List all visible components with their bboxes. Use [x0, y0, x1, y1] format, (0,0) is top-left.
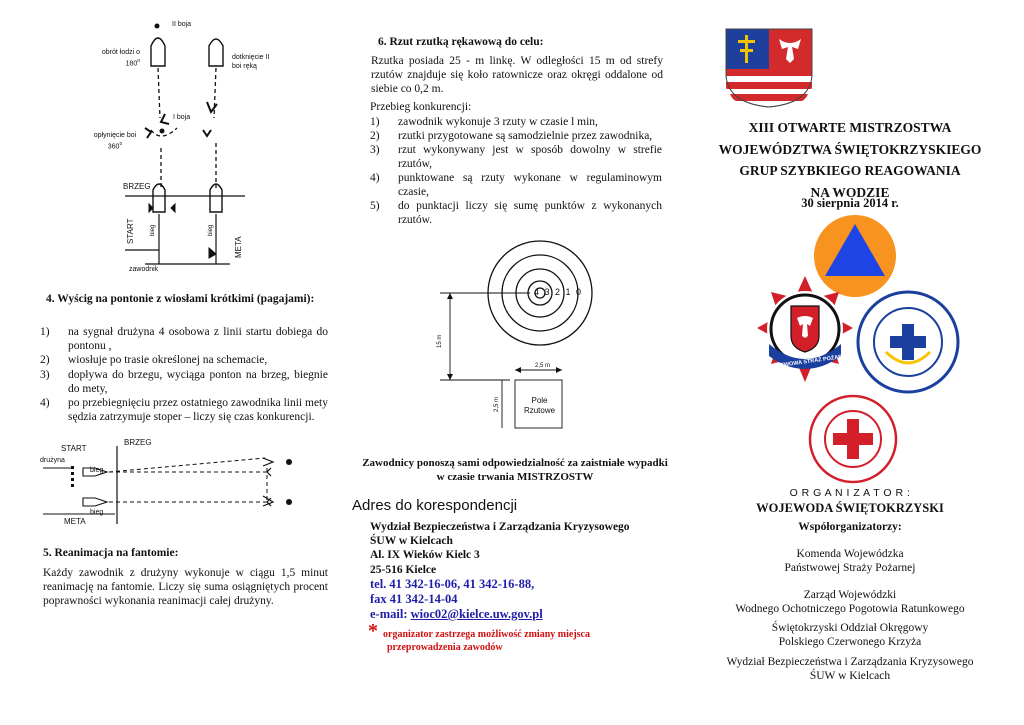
section5-text: Każdy zawodnik z drużyny wykonuje w ciągu 1,5 minut reanimację na fantomie. Liczy się suma osiągniętych procent poprawności wykonania reanimacji całej drużyny.	[43, 567, 328, 608]
email-label: e-mail:	[370, 607, 411, 621]
diagram1-run2-label: bieg	[208, 224, 214, 236]
diagram1-buoy2-label: II boja	[172, 21, 192, 28]
diagram1-run1-label: bieg	[150, 224, 156, 236]
diagram2-run1-label: bieg	[90, 467, 104, 474]
list-item: 2) wiosłuje po trasie określonej na schemacie,	[40, 354, 268, 367]
diagram1-buoy1-label: I boja	[173, 114, 191, 121]
diagram2-run2-label: bieg	[90, 509, 104, 516]
list-item: 3) dopływa do brzegu, wyciąga ponton na brzeg, biegnie do mety,	[40, 368, 328, 395]
coorg-1a: Komenda Wojewódzka	[796, 548, 904, 560]
psp-logo-text: PAŃSTWOWA STRAŻ POŻARNA	[765, 353, 851, 371]
coat-of-arms	[724, 27, 814, 109]
pck-logo	[808, 394, 898, 484]
target-dist25b-label: 2,5 m	[494, 396, 500, 412]
target-dist25a-label: 2,5 m	[535, 363, 551, 369]
address-line-2: ŚUW w Kielcach	[370, 535, 453, 548]
section4-list	[40, 325, 328, 424]
address-fax: fax 41 342-14-04	[370, 592, 458, 606]
coorg-4b: ŚUW w Kielcach	[809, 670, 891, 683]
address-heading: Adres do korespondencji	[352, 497, 518, 514]
address-note-1: organizator zastrzega możliwość zmiany miejsca	[383, 629, 590, 640]
section6-text: Rzutka posiada 25 - m linkę. W odległości 15 m od strefy rzutów znajduje się koło ratownicze oraz okręgi oddalone od siebie co 0,2 m.	[371, 55, 663, 96]
diagram1-circle-label: opłynięcie boi 360$^o$	[93, 132, 137, 151]
coorg-2a: Zarząd Wojewódzki	[803, 588, 897, 601]
boat-top-right	[209, 39, 223, 66]
event-title	[700, 117, 1000, 203]
address-line-1: Wydział Bezpieczeństwa i Zarządzania Kryzysowego	[370, 521, 630, 533]
list-item: 2) rzutki przygotowane są samodzielnie przez zawodnika,	[370, 130, 653, 142]
email-link[interactable]: wioc02@kielce.uw.gov.pl	[410, 607, 543, 621]
boat-bottom-left	[153, 184, 165, 212]
disclaimer: Zawodnicy ponoszą sami odpowiedzialność za zaistniałe wypadki w czasie trwania MISTRZOSTW	[362, 457, 668, 483]
title-line-3: GRUP SZYBKIEGO REAGOWANIA	[739, 163, 961, 178]
coorg-2b: Wodnego Ochotniczego Pogotowia Ratunkowego	[735, 602, 965, 615]
diagram2-finish-label: META	[64, 517, 86, 526]
diagram2-shore-label: BRZEG	[124, 438, 152, 447]
coorg-3a: Świętokrzyski Oddział Okręgowy	[771, 622, 929, 635]
buoy-1-marker	[160, 129, 165, 134]
coorg-3b: Polskiego Czerwonego Krzyża	[778, 636, 922, 649]
address-email-row	[370, 607, 543, 622]
address-line-3: Al. IX Wieków Kielc 3	[370, 549, 480, 562]
boat-top-left	[151, 38, 165, 66]
list-item: 3) rzut wykonywany jest w sposób dowolny w strefie rzutów,	[370, 144, 662, 170]
section6-list	[370, 115, 662, 227]
diagram1-competitor-label: zawodnik	[129, 266, 159, 273]
list-item: 4) punktowane są rzuty wykonane w regulaminowym czasie,	[370, 172, 662, 198]
address-block	[370, 520, 630, 577]
wopr-logo	[856, 290, 960, 394]
coorg-4a: Wydział Bezpieczeństwa i Zarządzania Kryzysowego	[726, 655, 974, 668]
address-star: *	[368, 620, 378, 642]
address-note	[383, 628, 590, 654]
field-label-2: Rzutowe	[523, 406, 556, 415]
coorganizers-list	[700, 547, 1000, 683]
address-contact	[370, 577, 543, 622]
target-dist15-label: 15 m	[437, 334, 443, 348]
target-rings-label: 4 3 2 1 0	[534, 287, 583, 297]
diagram1-start-label: START	[126, 218, 135, 244]
organizer-label: O R G A N I Z A T O R :	[789, 487, 911, 499]
list-item: 1) zawodnik wykonuje 3 rzuty w czasie l min,	[370, 116, 598, 128]
list-item: 4) po przebiegnięciu przez ostatniego zawodnika linii mety sędzia zatrzymuje stoper – liczy się czas konkurencji.	[40, 397, 328, 424]
diagram2-start-label: START	[61, 444, 87, 453]
list-item: 1) na sygnał drużyna 4 osobowa z linii startu dobiega do pontonu ,	[40, 326, 328, 353]
boat-bottom-right	[210, 184, 222, 212]
section6-course-label: Przebieg konkurencji:	[370, 101, 472, 113]
coorganizers-label: Współorganizatorzy:	[798, 521, 902, 533]
section6-title: 6. Rzut rzutką rękawową do celu:	[378, 36, 544, 48]
diagram2-team-label: drużyna	[40, 457, 65, 464]
diagram1-touch-label: dotknięcie II boi ręką	[232, 54, 270, 70]
field-label-1: Pole	[531, 396, 548, 405]
organizer-name: WOJEWODA ŚWIĘTOKRZYSKI	[756, 501, 944, 515]
diagram1-finish-label: META	[234, 236, 243, 258]
event-date: 30 sierpnia 2014 r.	[801, 196, 899, 210]
address-tel: tel. 41 342-16-06, 41 342-16-88,	[370, 577, 535, 591]
section5-title: 5. Reanimacja na fantomie:	[43, 547, 179, 559]
diagram1-shore-label: BRZEG	[123, 182, 151, 191]
address-line-4: 25-516 Kielce	[370, 563, 437, 576]
diagram1-turn-label: obrót łodzi o 180$^o$	[101, 49, 140, 68]
coorg-1b: Państwowej Straży Pożarnej	[784, 562, 916, 575]
title-line-1: XIII OTWARTE MISTRZOSTWA	[748, 120, 952, 135]
section4-title: 4. Wyścig na pontonie z wiosłami krótkimi (pagajami):	[46, 293, 315, 305]
target-field-label	[516, 396, 563, 416]
list-item: 5) do punktacji liczy się sumę punktów z wykonanych rzutów.	[370, 200, 662, 226]
title-line-2: WOJEWÓDZTWA ŚWIĘTOKRZYSKIEGO	[718, 141, 982, 157]
address-note-2: przeprowadzenia zawodów	[387, 642, 503, 653]
title-line-4: NA WODZIE	[810, 184, 890, 200]
buoy-2-marker	[155, 24, 160, 29]
